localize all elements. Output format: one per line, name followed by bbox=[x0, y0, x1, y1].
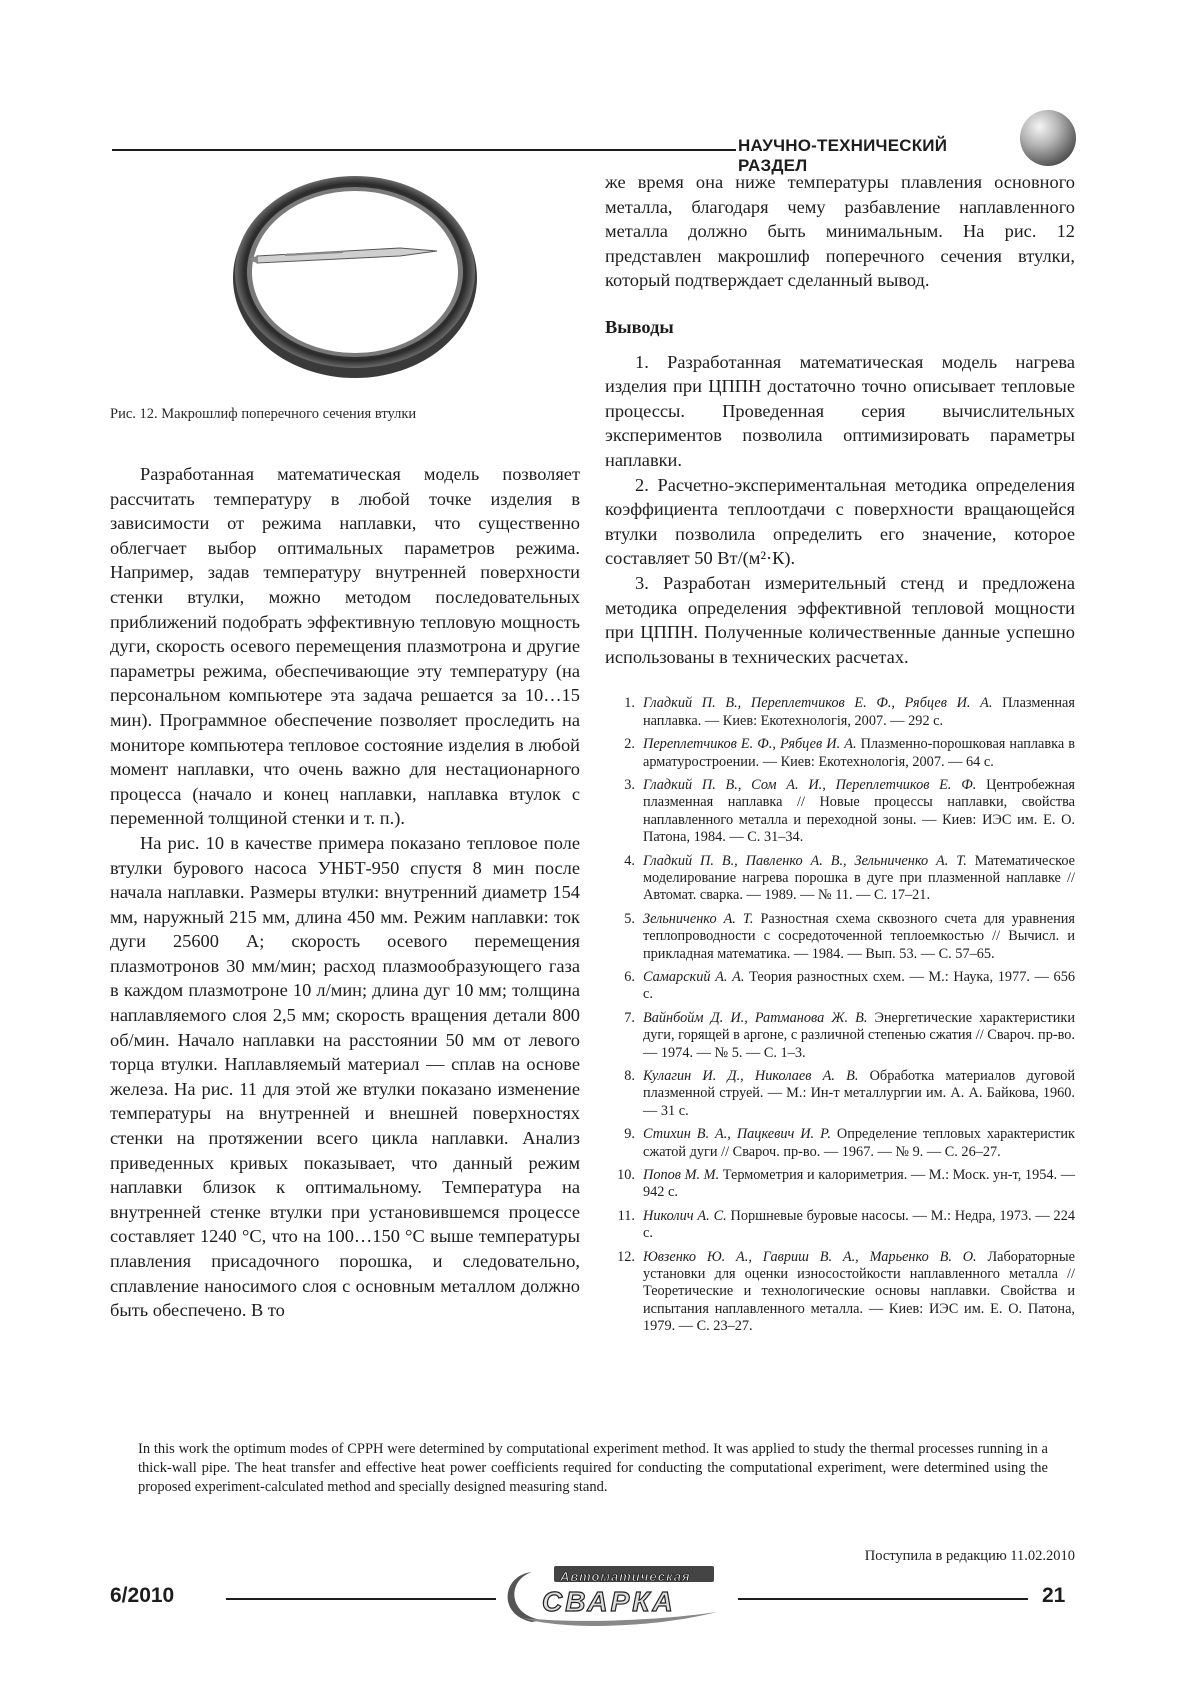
macrosection-photo bbox=[225, 168, 485, 383]
conclusion-item: 3. Разработан измерительный стенд и предложена методика определения эффективной тепловой мощности при ЦППН. Полученные количественные данные успешно использованы в технических расчетах. bbox=[605, 572, 1075, 667]
figure-caption: Рис. 12. Макрошлиф поперечного сечения втулки bbox=[110, 406, 417, 422]
reference-item: 8. Кулагин И. Д., Николаев А. В. Обработка материалов дуговой плазменной струей. — М.: Ин-т металлургии им. А. А. Байкова, 1960. — 31 с. bbox=[624, 1068, 1075, 1119]
reference-item: 11. Николич А. С. Поршневые буровые насосы. — М.: Недра, 1973. — 224 с. bbox=[617, 1207, 1075, 1242]
reference-item: 12. Ювзенко Ю. А., Гавриш В. А., Марьенко В. О. Лабораторные установки для оценки износостойкости наплавленного металла // Теоретические и технологические основы наплавки. Свойства и испытания наплавленного металла. — Киев: ИЭС им. Е. О. Патона, 1979. — С. 23–27. bbox=[617, 1248, 1075, 1335]
sphere-icon bbox=[1020, 110, 1076, 166]
footer-rule-left bbox=[226, 1598, 496, 1600]
conclusions-heading: Выводы bbox=[605, 316, 674, 337]
reference-item: 6. Самарский А. А. Теория разностных схем. — М.: Наука, 1977. — 656 с. bbox=[624, 968, 1076, 1003]
header-rule bbox=[112, 149, 736, 151]
reference-item: 3. Гладкий П. В., Сом А. И., Переплетчиков Е. Ф. Центробежная плазменная наплавка // Новые процессы наплавки, свойства наплавленного металла и переходной зоны. — Киев: ИЭС им. Е. О. Патона, 1984. — С. 31–34. bbox=[624, 776, 1075, 846]
journal-logo bbox=[502, 1560, 732, 1630]
body-paragraph: На рис. 10 в качестве примера показано тепловое поле втулки бурового насоса УНБТ-950 спустя 8 мин после начала наплавки. Размеры втулки: внутренний диаметр 154 мм, наружный 215 мм, длина 450 мм. Режим наплавки: ток дуги 25600 А; скорость осевого перемещения плазмотронов 30 мм/мин; расход плазмообразующего газа в каждом плазмотроне 10 л/мин; длина дуг 10 мм; толщина наплавляемого слоя 2,5 мм; скорость вращения детали 800 об/мин. Начало наплавки на расстоянии 50 мм от левого торца втулки. Наплавляемый материал — сплав на основе железа. На рис. 11 для этой же втулки показано изменение температуры на внутренней и внешней поверхностях стенки на протяжении всего цикла наплавки. Анализ приведенных кривых показывает, что данный режим наплавки близок к оптимальному. Температура на внутренней стенке втулки при установившемся процессе составляет 1240 °С, что на 100…150 °С выше температуры плавления присадочного порошка, и следовательно, сплавление наносимого слоя с основным металлом должно быть обеспечено. В то bbox=[110, 832, 580, 1321]
right-column bbox=[605, 170, 1075, 1342]
footer-rule-right bbox=[738, 1598, 1028, 1600]
reference-item: 2. Переплетчиков Е. Ф., Рябцев И. А. Плазменно-порошковая наплавка в арматуростроении. — Киев: Екотехнологія, 2007. — 64 с. bbox=[624, 736, 1075, 770]
reference-item: 9. Стихин В. А., Пацкевич И. Р. Определение тепловых характеристик сжатой дуги // Свароч. пр-во. — 1967. — № 9. — С. 26–27. bbox=[624, 1126, 1075, 1160]
page-number: 21 bbox=[1042, 1584, 1066, 1607]
reference-item: 5. Зельниченко А. Т. Разностная схема сквозного счета для уравнения теплопроводности с сосредоточенной теплоемкостью // Вычисл. и прикладная математика. — 1984. — Вып. 53. — С. 57–65. bbox=[624, 910, 1075, 962]
issue-number: 6/2010 bbox=[110, 1584, 175, 1607]
reference-item: 1. Гладкий П. В., Переплетчиков Е. Ф., Рябцев И. А. Плазменная наплавка. — Киев: Екотехнологія, 2007. — 292 с. bbox=[624, 695, 1075, 729]
received-date: Поступила в редакцию 11.02.2010 bbox=[864, 1548, 1075, 1564]
body-paragraph: Разработанная математическая модель позволяет рассчитать температуру в любой точке изделия в зависимости от режима наплавки, что существенно облегчает выбор оптимальных параметров режима. Например, задав температуру внутренней поверхности стенки втулки, можно методом последовательных приближений подобрать эффективную тепловую мощность дуги, скорость осевого перемещения плазмотрона и другие параметры режима, обеспечивающие эту температуру (на персональном компьютере эта задача решается за 10…15 мин). Программное обеспечение позволяет проследить на мониторе компьютера тепловое состояние изделия в любой момент наплавки, что очень важно для нестационарного процесса (начало и конец наплавки, наплавка втулок с переменной толщиной стенки и т. п.). bbox=[110, 464, 580, 829]
english-abstract: In this work the optimum modes of CPPH were determined by computational experiment method. It was applied to study the thermal processes running in a thick-wall pipe. The heat transfer and effective heat power coefficients required for conducting the computational experiment, were determined using the proposed experiment-calculated method and specially designed measuring stand. bbox=[138, 1441, 1048, 1495]
reference-item: 4. Гладкий П. В., Павленко А. В., Зельниченко А. Т. Математическое моделирование нагрева порошка в дуге при плазменной наплавке // Автомат. сварка. — 1989. — № 11. — С. 17–21. bbox=[624, 852, 1075, 904]
logo-text-small: Автоматическая bbox=[560, 1569, 691, 1584]
figure-12 bbox=[110, 168, 580, 422]
conclusion-item: 2. Расчетно-экспериментальная методика определения коэффициента теплоотдачи с поверхности вращающейся втулки позволила определить его значение, которое составляет 50 Вт/(м²·К). bbox=[605, 474, 1075, 569]
body-paragraph-continuation: же время она ниже температуры плавления основного металла, благодаря чему разбавление наплавленного металла должно быть минимальным. На рис. 12 представлен макрошлиф поперечного сечения втулки, который подтверждает сделанный вывод. bbox=[605, 172, 1075, 291]
section-title: НАУЧНО-ТЕХНИЧЕСКИЙ РАЗДЕЛ bbox=[738, 136, 948, 175]
reference-list bbox=[605, 695, 1075, 1335]
reference-item: 7. Вайнбойм Д. И., Ратманова Ж. В. Энергетические характеристики дуги, горящей в аргоне, с различной степенью сжатия // Свароч. пр-во. — 1974. — № 5. — С. 1–3. bbox=[624, 1009, 1075, 1061]
conclusion-item: 1. Разработанная математическая модель нагрева изделия при ЦППН достаточно точно описывает тепловые процессы. Проведенная серия вычислительных экспериментов позволила оптимизировать параметры наплавки. bbox=[605, 351, 1075, 470]
reference-item: 10. Попов М. М. Термометрия и калориметрия. — М.: Моск. ун-т, 1954. — 942 с. bbox=[617, 1167, 1075, 1201]
left-column bbox=[110, 462, 580, 1323]
logo-text-big: СВАРКА bbox=[542, 1586, 676, 1617]
